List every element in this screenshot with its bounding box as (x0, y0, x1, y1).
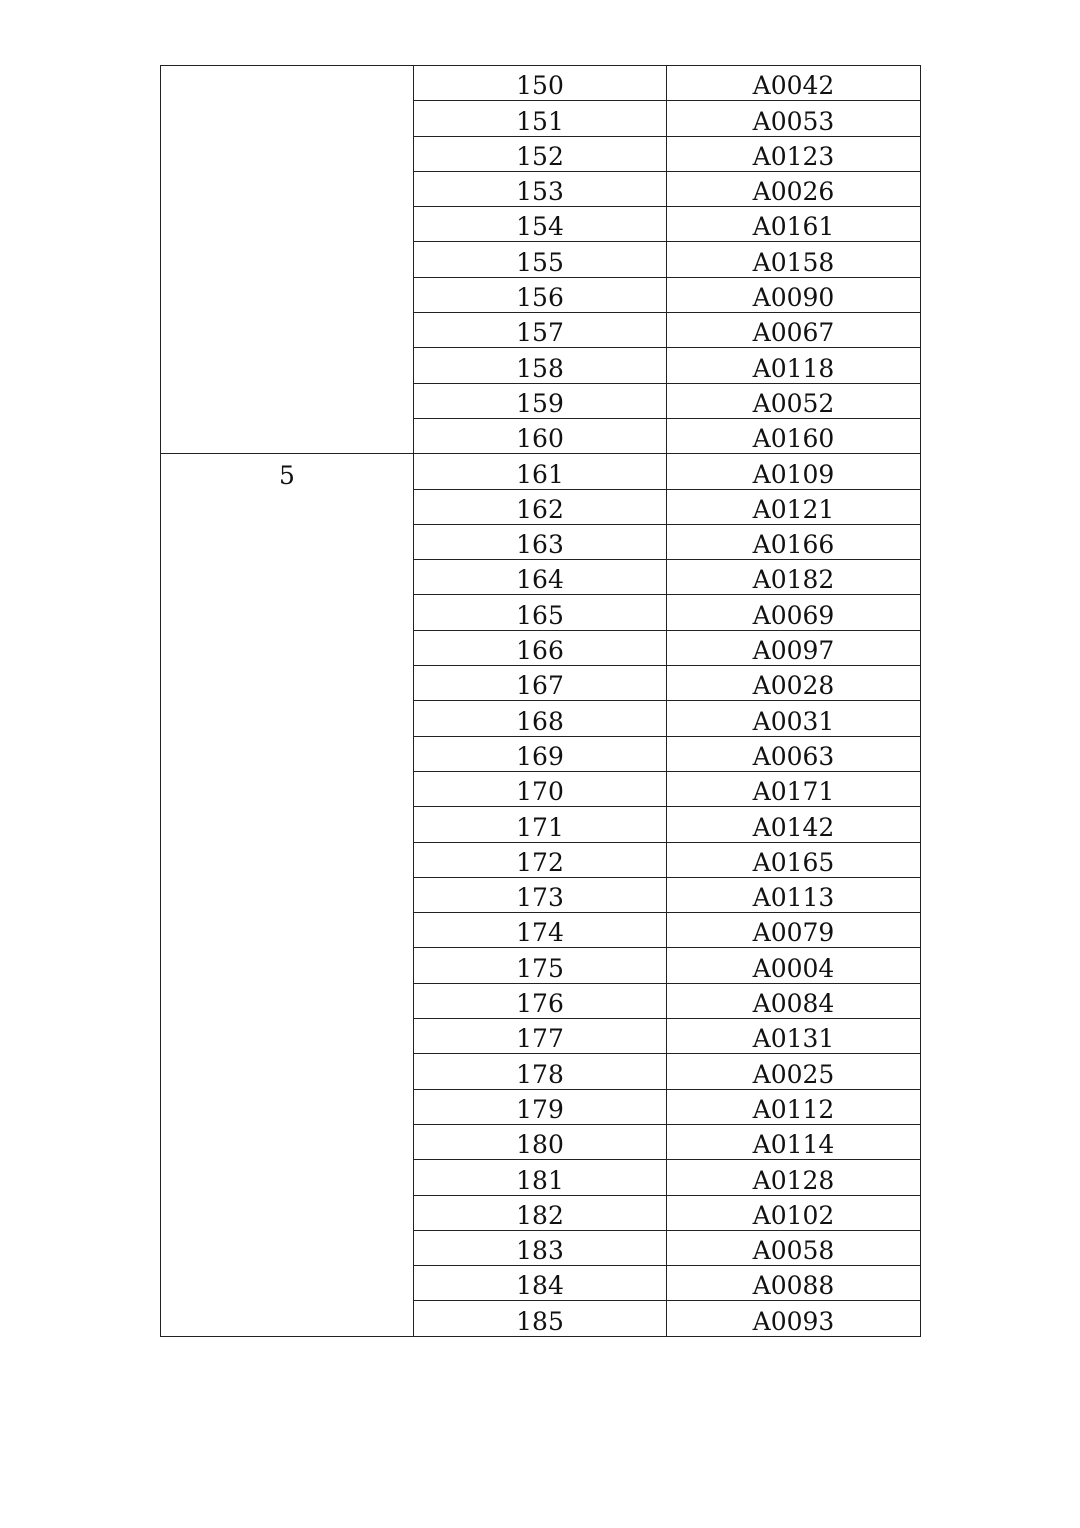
code-cell: A0088 (667, 1266, 921, 1301)
code-cell: A0160 (667, 418, 921, 453)
number-cell: 185 (414, 1301, 667, 1336)
number-cell: 178 (414, 1054, 667, 1089)
number-cell: 155 (414, 242, 667, 277)
code-cell: A0084 (667, 983, 921, 1018)
number-cell: 173 (414, 877, 667, 912)
code-cell: A0093 (667, 1301, 921, 1336)
group-label-cell (161, 66, 414, 454)
number-cell: 170 (414, 771, 667, 806)
code-cell: A0028 (667, 666, 921, 701)
number-cell: 176 (414, 983, 667, 1018)
code-cell: A0128 (667, 1160, 921, 1195)
code-cell: A0058 (667, 1230, 921, 1265)
code-cell: A0109 (667, 454, 921, 489)
number-cell: 152 (414, 136, 667, 171)
code-cell: A0067 (667, 313, 921, 348)
code-cell: A0142 (667, 807, 921, 842)
roster-table-body (161, 66, 921, 1337)
code-cell: A0031 (667, 701, 921, 736)
code-cell: A0171 (667, 771, 921, 806)
number-cell: 174 (414, 913, 667, 948)
number-cell: 181 (414, 1160, 667, 1195)
number-cell: 177 (414, 1019, 667, 1054)
code-cell: A0131 (667, 1019, 921, 1054)
number-cell: 161 (414, 454, 667, 489)
code-cell: A0069 (667, 595, 921, 630)
code-cell: A0004 (667, 948, 921, 983)
number-cell: 154 (414, 207, 667, 242)
table-row (161, 66, 921, 101)
number-cell: 159 (414, 383, 667, 418)
number-cell: 169 (414, 736, 667, 771)
code-cell: A0090 (667, 277, 921, 312)
number-cell: 153 (414, 171, 667, 206)
number-cell: 172 (414, 842, 667, 877)
number-cell: 158 (414, 348, 667, 383)
number-cell: 157 (414, 313, 667, 348)
code-cell: A0114 (667, 1124, 921, 1159)
code-cell: A0161 (667, 207, 921, 242)
number-cell: 183 (414, 1230, 667, 1265)
table-row (161, 454, 921, 489)
code-cell: A0063 (667, 736, 921, 771)
number-cell: 156 (414, 277, 667, 312)
number-cell: 171 (414, 807, 667, 842)
number-cell: 180 (414, 1124, 667, 1159)
number-cell: 164 (414, 560, 667, 595)
number-cell: 175 (414, 948, 667, 983)
number-cell: 150 (414, 66, 667, 101)
code-cell: A0113 (667, 877, 921, 912)
code-cell: A0165 (667, 842, 921, 877)
code-cell: A0121 (667, 489, 921, 524)
code-cell: A0079 (667, 913, 921, 948)
number-cell: 184 (414, 1266, 667, 1301)
number-cell: 163 (414, 524, 667, 559)
code-cell: A0123 (667, 136, 921, 171)
number-cell: 179 (414, 1089, 667, 1124)
code-cell: A0042 (667, 66, 921, 101)
code-cell: A0112 (667, 1089, 921, 1124)
number-cell: 160 (414, 418, 667, 453)
code-cell: A0053 (667, 101, 921, 136)
number-cell: 182 (414, 1195, 667, 1230)
code-cell: A0118 (667, 348, 921, 383)
code-cell: A0158 (667, 242, 921, 277)
group-label-cell: 5 (161, 454, 414, 1336)
number-cell: 151 (414, 101, 667, 136)
roster-table (160, 65, 921, 1337)
number-cell: 165 (414, 595, 667, 630)
code-cell: A0166 (667, 524, 921, 559)
code-cell: A0097 (667, 630, 921, 665)
code-cell: A0026 (667, 171, 921, 206)
code-cell: A0025 (667, 1054, 921, 1089)
number-cell: 168 (414, 701, 667, 736)
code-cell: A0182 (667, 560, 921, 595)
number-cell: 167 (414, 666, 667, 701)
code-cell: A0102 (667, 1195, 921, 1230)
number-cell: 166 (414, 630, 667, 665)
number-cell: 162 (414, 489, 667, 524)
code-cell: A0052 (667, 383, 921, 418)
